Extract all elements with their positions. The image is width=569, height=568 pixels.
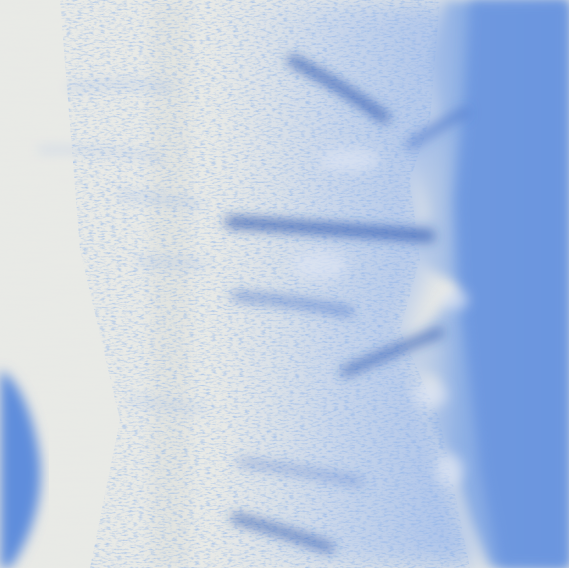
highlight-2 [412,383,448,407]
highlight-3 [436,454,464,486]
highlight-1 [441,290,469,310]
faint-streak-4 [140,262,205,265]
highlight-4 [320,148,380,172]
highlight-5 [292,251,348,279]
